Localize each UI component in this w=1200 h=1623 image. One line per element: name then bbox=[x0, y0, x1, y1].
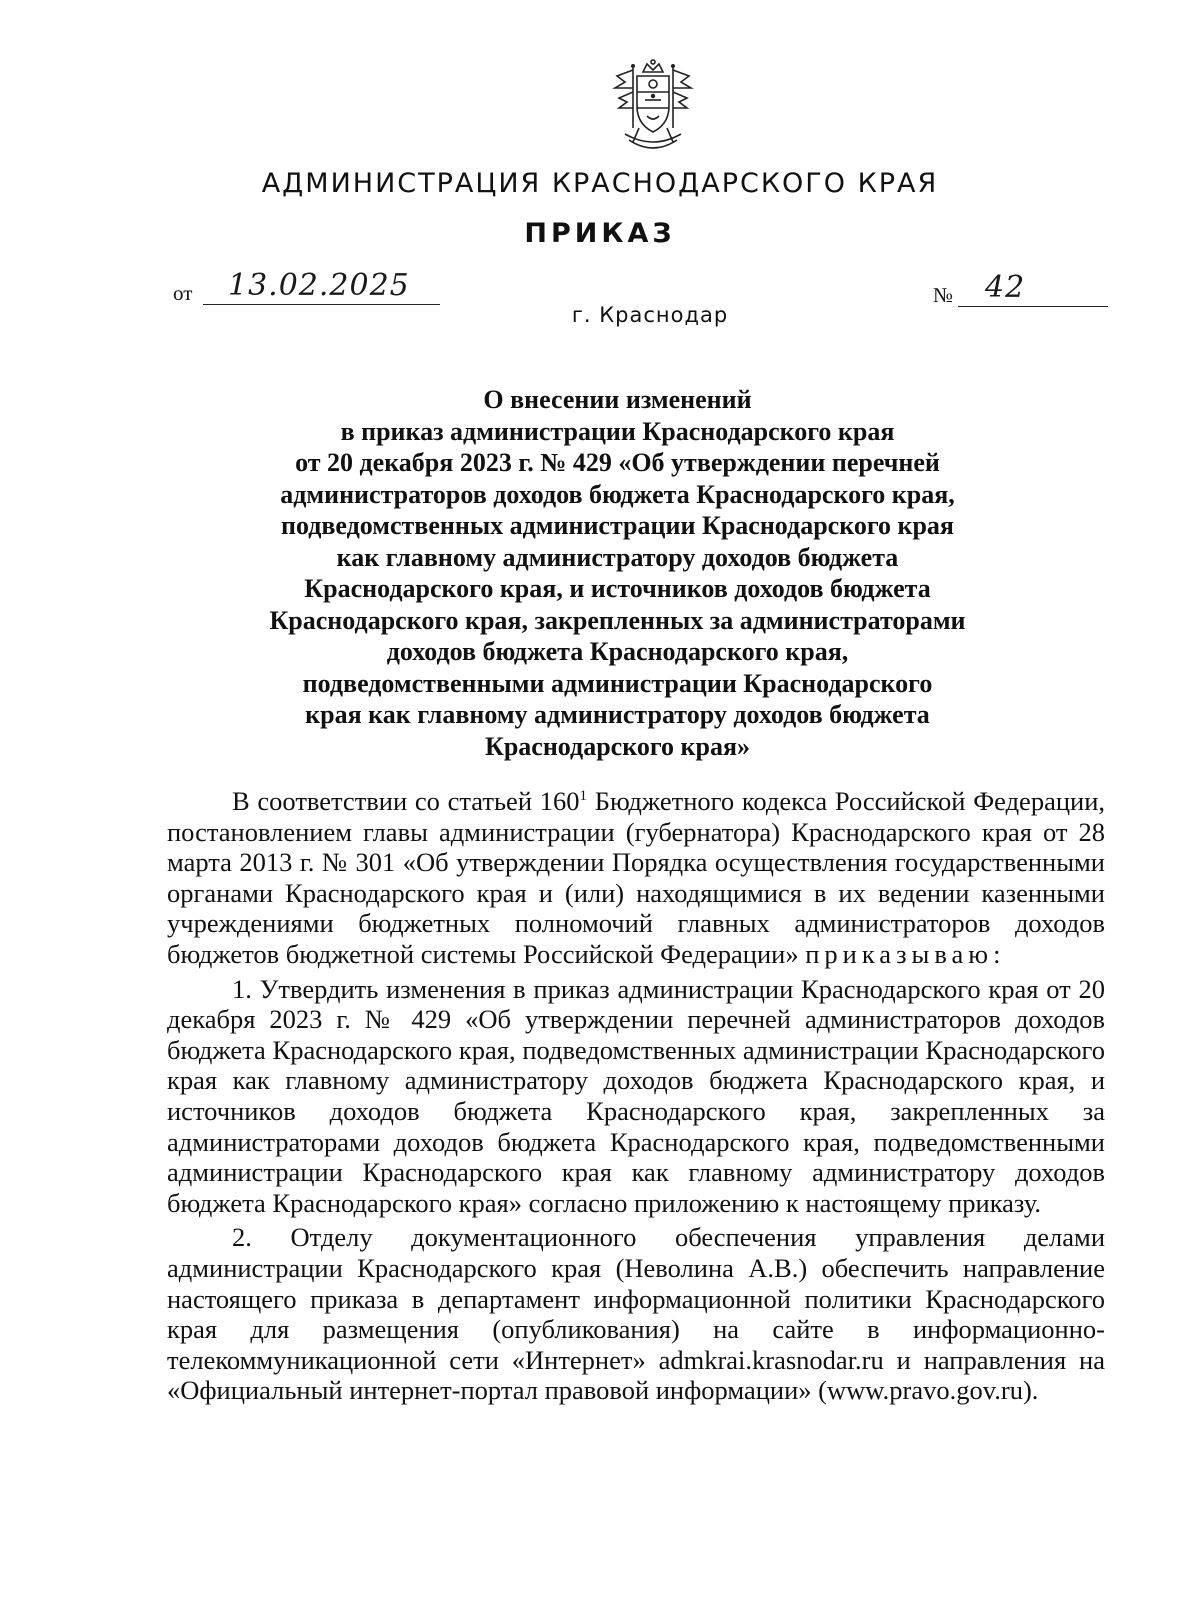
title-line: Краснодарского края, закрепленных за администраторами bbox=[269, 605, 966, 635]
number-prefix: № bbox=[933, 283, 954, 307]
title-line: края как главному администратору доходов бюджета bbox=[305, 700, 930, 729]
city: г. Краснодар bbox=[571, 303, 729, 327]
title-line: Краснодарского края, и источников доходов бюджета bbox=[304, 574, 931, 603]
order-word: приказываю: bbox=[805, 938, 1006, 969]
title-line: от 20 декабря 2023 г. № 429 «Об утверждении перечней bbox=[295, 448, 940, 477]
preamble-text-end: Бюджетного кодекса Российской Федерации, постановлением главы администрации (губернатора) Краснодарского края от 28 марта 2013 г. № 301 «Об утверждении Порядка осуществления государственными органами Краснодарского края и (или) находящимися в их ведении казенными учреждениями бюджетных полномочий главных администраторов доходов бюджетов бюджетной системы Российской Федерации» bbox=[167, 786, 1106, 969]
title-line: доходов бюджета Краснодарского края, bbox=[386, 637, 849, 666]
title-line: Краснодарского края» bbox=[484, 731, 751, 761]
date-value: 13.02.2025 bbox=[228, 268, 410, 303]
paragraph-preamble bbox=[167, 786, 1105, 970]
preamble-text-start: В соответствии со статьей 160 bbox=[232, 786, 580, 816]
title-line: администраторов доходов бюджета Краснодарского края, bbox=[280, 479, 955, 509]
title-line: в приказ администрации Краснодарского края bbox=[340, 416, 895, 446]
document-body bbox=[167, 786, 1105, 1410]
organization-name: АДМИНИСТРАЦИЯ КРАСНОДАРСКОГО КРАЯ bbox=[261, 168, 939, 199]
paragraph-item-2: 2. Отделу документационного обеспечения управления делами администрации Краснодарского края (Неволина А.В.) обеспечить направление настоящего приказа в департамент информационной политики Краснодарского края для размещения (опубликования) на сайте в информационно-телекоммуникационной сети «Интернет» admkrai.krasnodar.ru и направления на «Официальный интернет-портал правовой информации» (www.pravo.gov.ru). bbox=[167, 1222, 1105, 1406]
paragraph-item-1: 1. Утвердить изменения в приказ администрации Краснодарского края от 20 декабря 2023 г. № 429 «Об утверждении перечней администраторов доходов бюджета Краснодарского края, подведомственных администрации Краснодарского края как главному администратору доходов бюджета Краснодарского края, и источников доходов бюджета Краснодарского края, закрепленных за администраторами доходов бюджета Краснодарского края, подведомственными администрации Краснодарского края как главному администратору доходов бюджета Краснодарского края» согласно приложению к настоящему приказу. bbox=[167, 973, 1105, 1218]
number-value: 42 bbox=[985, 270, 1026, 305]
document-title bbox=[150, 384, 1085, 762]
date-prefix: от bbox=[173, 281, 193, 305]
title-line: О внесении изменений bbox=[483, 385, 752, 414]
title-line: подведомственными администрации Краснодарского bbox=[302, 668, 933, 698]
title-line: как главному администратору доходов бюджета bbox=[336, 542, 899, 572]
title-line: подведомственных администрации Краснодарского края bbox=[280, 511, 955, 540]
coat-of-arms-icon bbox=[603, 58, 703, 158]
article-superscript: 1 bbox=[579, 788, 587, 805]
document-type: ПРИКАЗ bbox=[524, 218, 676, 249]
